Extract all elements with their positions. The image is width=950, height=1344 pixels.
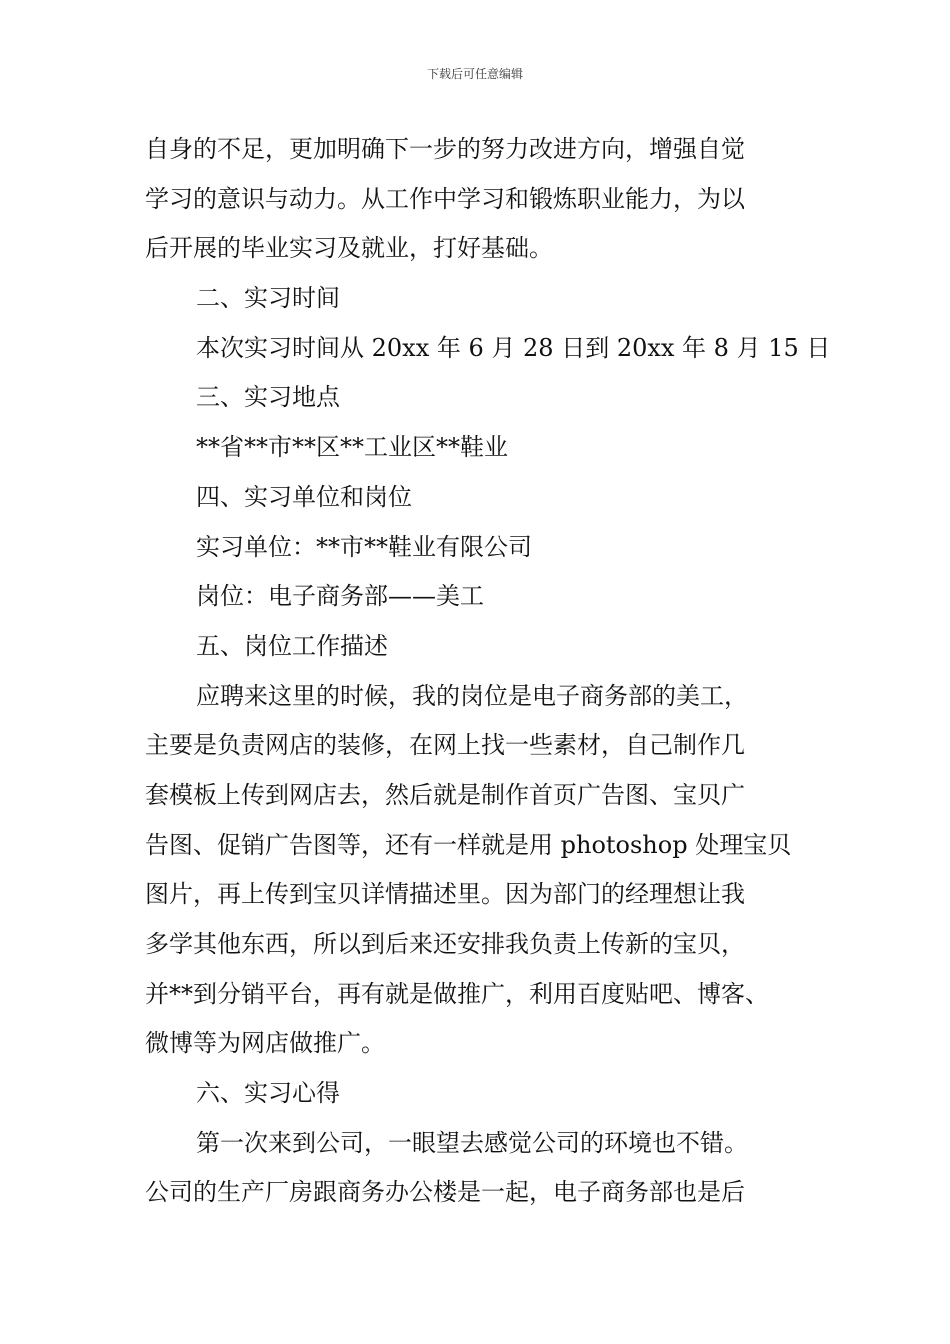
- text-line: 第一次来到公司，一眼望去感觉公司的环境也不错。: [196, 1128, 748, 1157]
- text-line: 学习的意识与动力。从工作中学习和锻炼职业能力，为以: [145, 184, 745, 213]
- text-line: **省**市**区**工业区**鞋业: [196, 433, 508, 462]
- text-line: 实习单位：**市**鞋业有限公司: [196, 532, 532, 561]
- section-heading-description: 五、岗位工作描述: [196, 631, 388, 660]
- text-line: 岗位：电子商务部——美工: [196, 582, 484, 611]
- text-line: 微博等为网店做推广。: [145, 1029, 385, 1058]
- section-heading-experience: 六、实习心得: [196, 1079, 340, 1108]
- text-line: 主要是负责网店的装修，在网上找一些素材，自己制作几: [145, 731, 745, 760]
- text-line: 自身的不足，更加明确下一步的努力改进方向，增强自觉: [145, 135, 745, 163]
- text-line: 本次实习时间从 20xx 年 6 月 28 日到 20xx 年 8 月 15 日: [196, 333, 831, 362]
- text-line: 应聘来这里的时候，我的岗位是电子商务部的美工，: [196, 681, 748, 710]
- section-heading-unit: 四、实习单位和岗位: [196, 482, 412, 511]
- document-body: [145, 125, 831, 1218]
- text-line: 公司的生产厂房跟商务办公楼是一起，电子商务部也是后: [145, 1178, 745, 1207]
- text-line: 套模板上传到网店去，然后就是制作首页广告图、宝贝广: [145, 780, 745, 809]
- section-heading-time: 二、实习时间: [196, 284, 340, 313]
- text-line: 后开展的毕业实习及就业，打好基础。: [145, 234, 553, 263]
- text-line: 图片，再上传到宝贝详情描述里。因为部门的经理想让我: [145, 880, 745, 909]
- section-heading-location: 三、实习地点: [196, 383, 340, 412]
- text-line: 并**到分销平台，再有就是做推广，利用百度贴吧、博客、: [145, 979, 769, 1008]
- text-line: 告图、促销广告图等，还有一样就是用 photoshop 处理宝贝: [145, 830, 792, 859]
- text-line: 多学其他东西，所以到后来还安排我负责上传新的宝贝，: [145, 930, 745, 958]
- page-header: 下载后可任意编辑: [426, 67, 523, 81]
